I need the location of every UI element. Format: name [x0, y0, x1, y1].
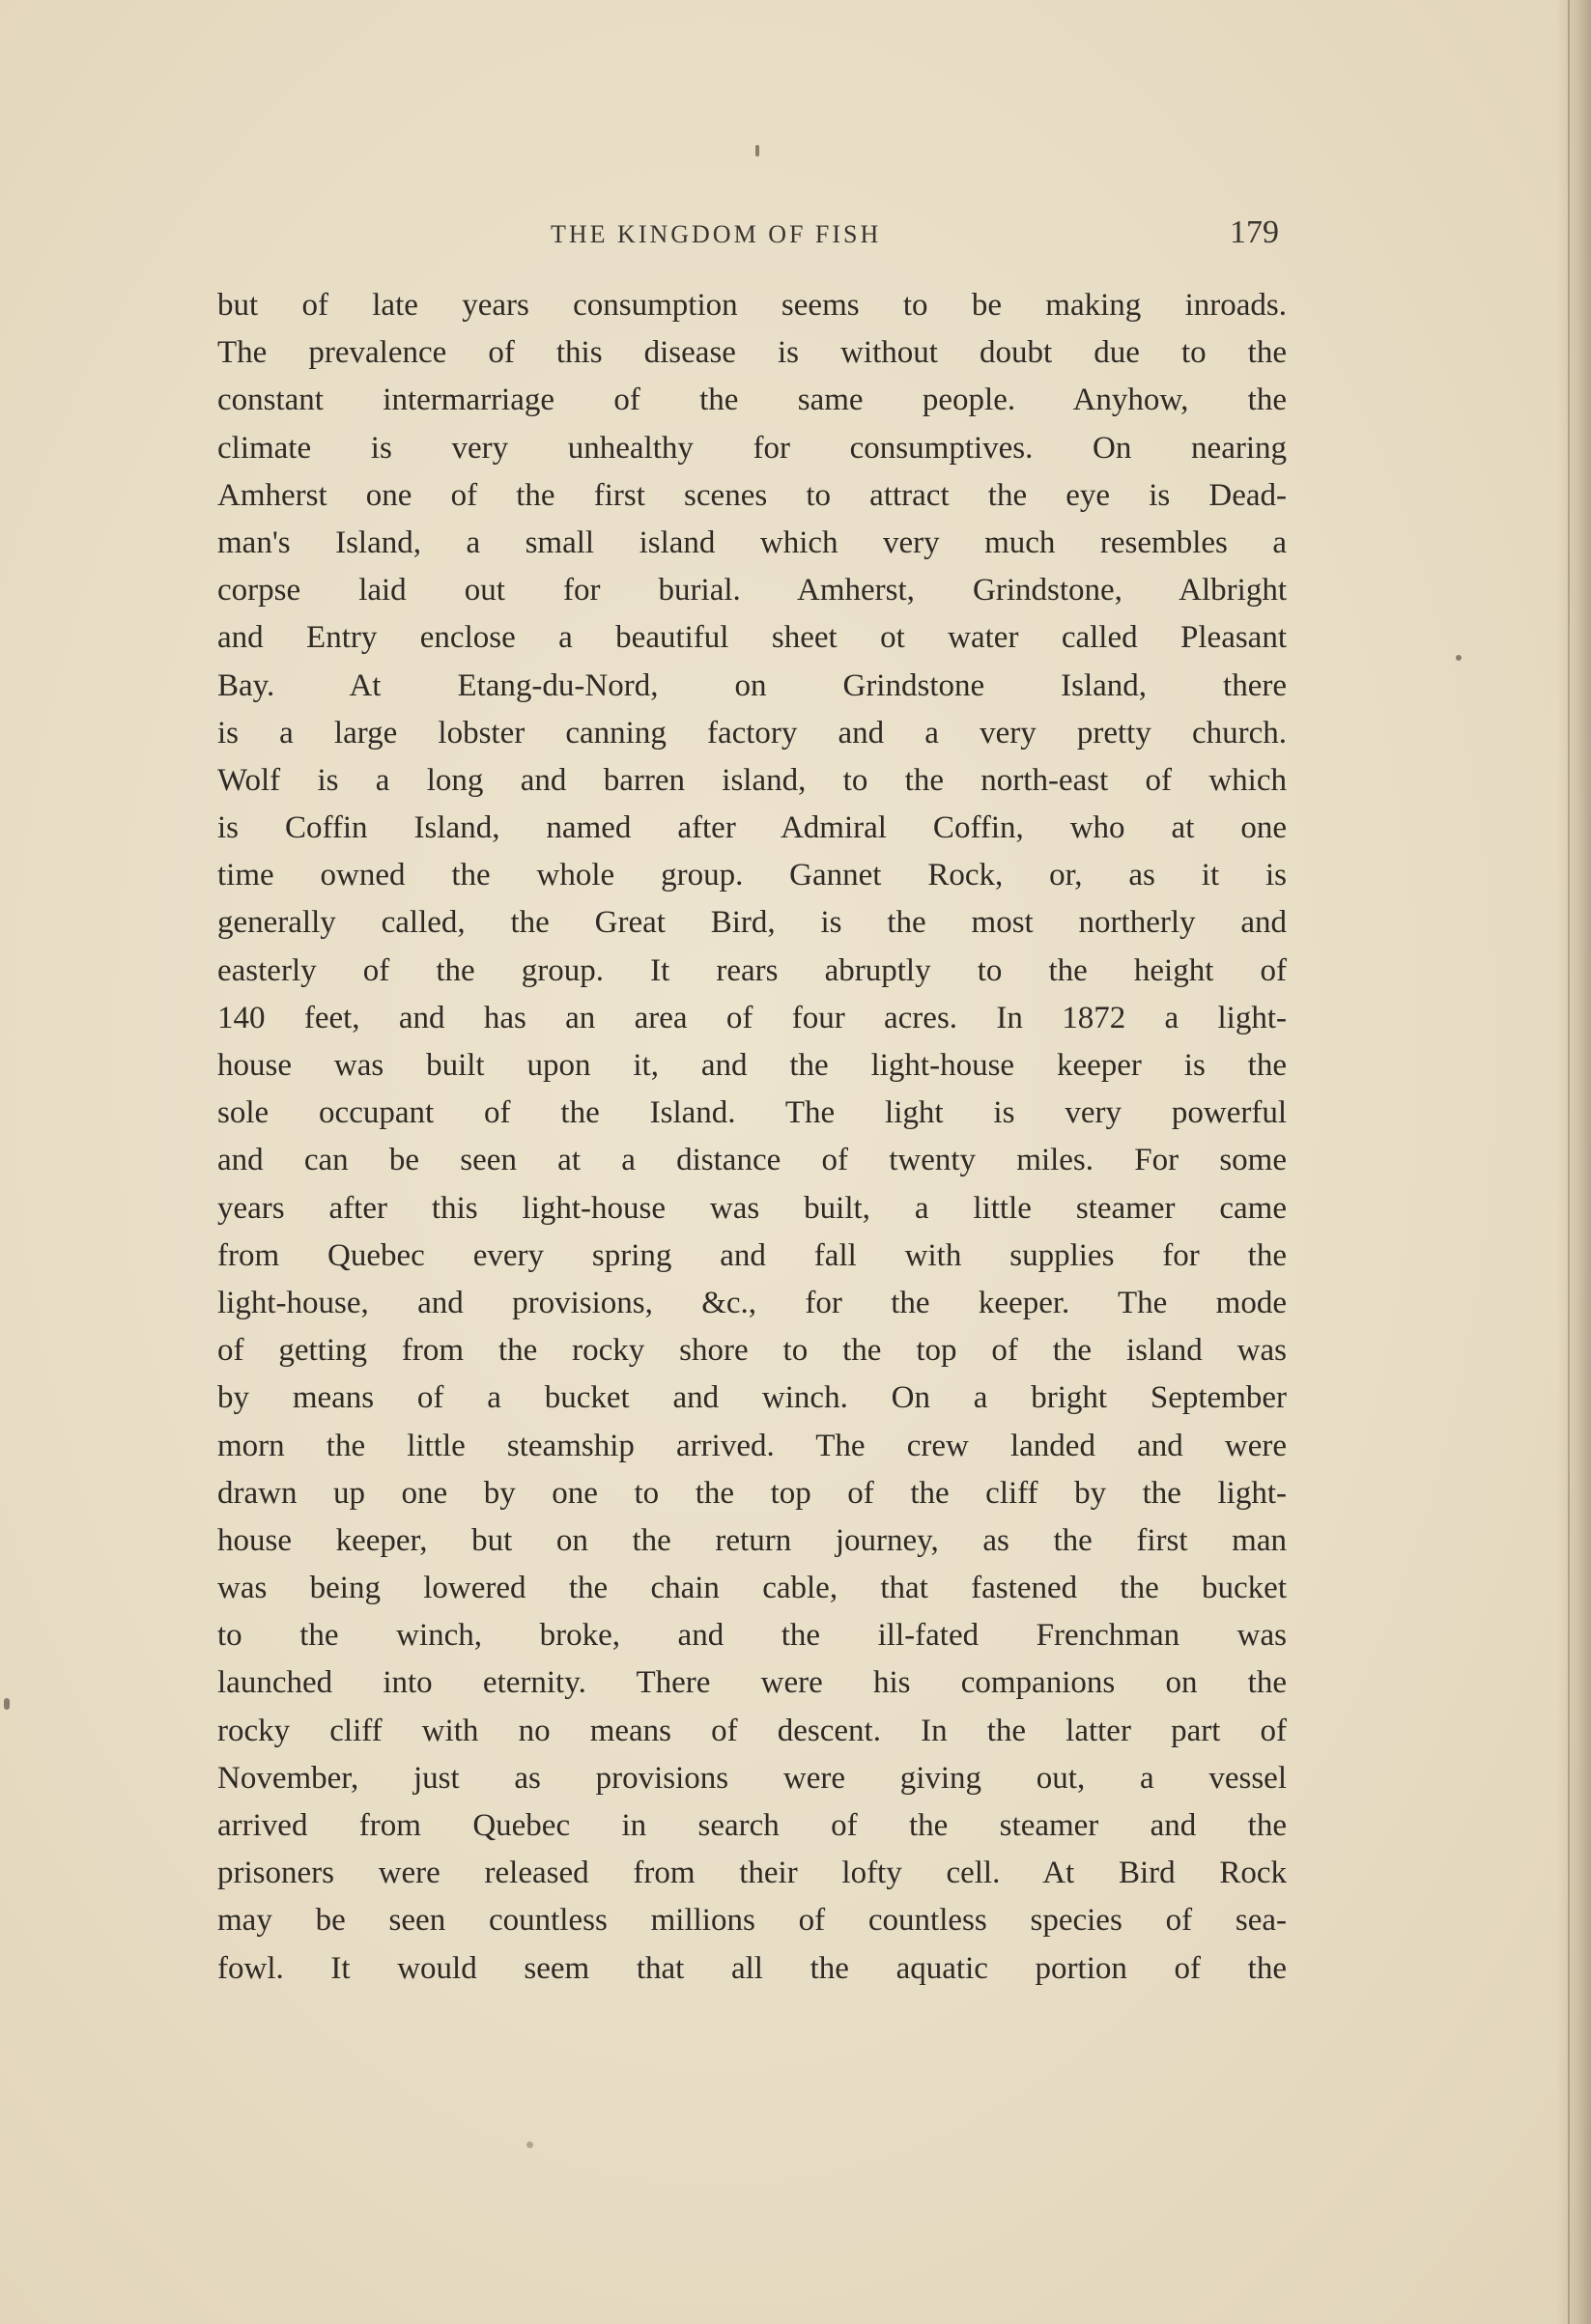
text-line: generally called, the Great Bird, is the most northerly and — [217, 905, 1287, 941]
text-line: drawn up one by one to the top of the cliff by the light- — [217, 1475, 1287, 1511]
text-line: and can be seen at a distance of twenty miles. For some — [217, 1143, 1287, 1178]
text-line: time owned the whole group. Gannet Rock, or, as it is — [217, 858, 1287, 893]
text-line: by means of a bucket and winch. On a bright September — [217, 1380, 1287, 1416]
page-header — [217, 214, 1287, 259]
text-line: morn the little steamship arrived. The crew landed and were — [217, 1428, 1287, 1463]
running-head: THE KINGDOM OF FISH — [551, 220, 882, 248]
text-line: easterly of the group. It rears abruptly to the height of — [217, 952, 1287, 988]
text-line: house keeper, but on the return journey, as the first man — [217, 1522, 1287, 1558]
page-edge-line — [1568, 0, 1570, 2324]
text-line: but of late years consumption seems to be making inroads. — [217, 288, 1287, 323]
text-line: Bay. At Etang-du-Nord, on Grindstone Island, there — [217, 667, 1287, 703]
text-line: to the winch, broke, and the ill-fated Frenchman was — [217, 1618, 1287, 1654]
text-line: Amherst one of the first scenes to attract the eye is Dead- — [217, 477, 1287, 513]
text-line: and Entry enclose a beautiful sheet ot water called Pleasant — [217, 620, 1287, 656]
text-line: constant intermarriage of the same people. Anyhow, the — [217, 383, 1287, 418]
text-line: is Coffin Island, named after Admiral Coffin, who at one — [217, 810, 1287, 846]
print-speck — [1456, 655, 1462, 661]
text-line: prisoners were released from their lofty cell. At Bird Rock — [217, 1856, 1287, 1891]
text-line: 140 feet, and has an area of four acres. In 1872 a light- — [217, 1000, 1287, 1035]
text-line: The prevalence of this disease is without doubt due to the — [217, 335, 1287, 371]
text-line: may be seen countless millions of countless species of sea- — [217, 1903, 1287, 1939]
print-speck — [526, 2141, 533, 2148]
text-line: years after this light-house was built, a little steamer came — [217, 1190, 1287, 1226]
page-edge-shadow — [1556, 0, 1591, 2324]
text-line: is a large lobster canning factory and a very pretty church. — [217, 715, 1287, 751]
text-line: launched into eternity. There were his companions on the — [217, 1665, 1287, 1701]
print-speck — [4, 1698, 10, 1710]
text-line: arrived from Quebec in search of the steamer and the — [217, 1808, 1287, 1843]
text-line: light-house, and provisions, &c., for the keeper. The mode — [217, 1285, 1287, 1320]
text-line: fowl. It would seem that all the aquatic portion of the — [217, 1950, 1287, 1986]
text-line: climate is very unhealthy for consumptives. On nearing — [217, 430, 1287, 466]
print-speck — [755, 145, 759, 156]
text-line: corpse laid out for burial. Amherst, Grindstone, Albright — [217, 573, 1287, 609]
text-line: rocky cliff with no means of descent. In the latter part of — [217, 1713, 1287, 1748]
text-line: was being lowered the chain cable, that fastened the bucket — [217, 1571, 1287, 1606]
text-line: house was built upon it, and the light-house keeper is the — [217, 1048, 1287, 1083]
text-line: man's Island, a small island which very much resembles a — [217, 524, 1287, 560]
text-line: sole occupant of the Island. The light is very powerful — [217, 1095, 1287, 1131]
text-line: November, just as provisions were giving out, a vessel — [217, 1760, 1287, 1796]
page-number: 179 — [1230, 214, 1279, 250]
text-line: from Quebec every spring and fall with supplies for the — [217, 1237, 1287, 1273]
text-line: Wolf is a long and barren island, to the north-east of which — [217, 762, 1287, 798]
text-line: of getting from the rocky shore to the top of the island was — [217, 1333, 1287, 1369]
body-text — [217, 282, 1287, 1993]
